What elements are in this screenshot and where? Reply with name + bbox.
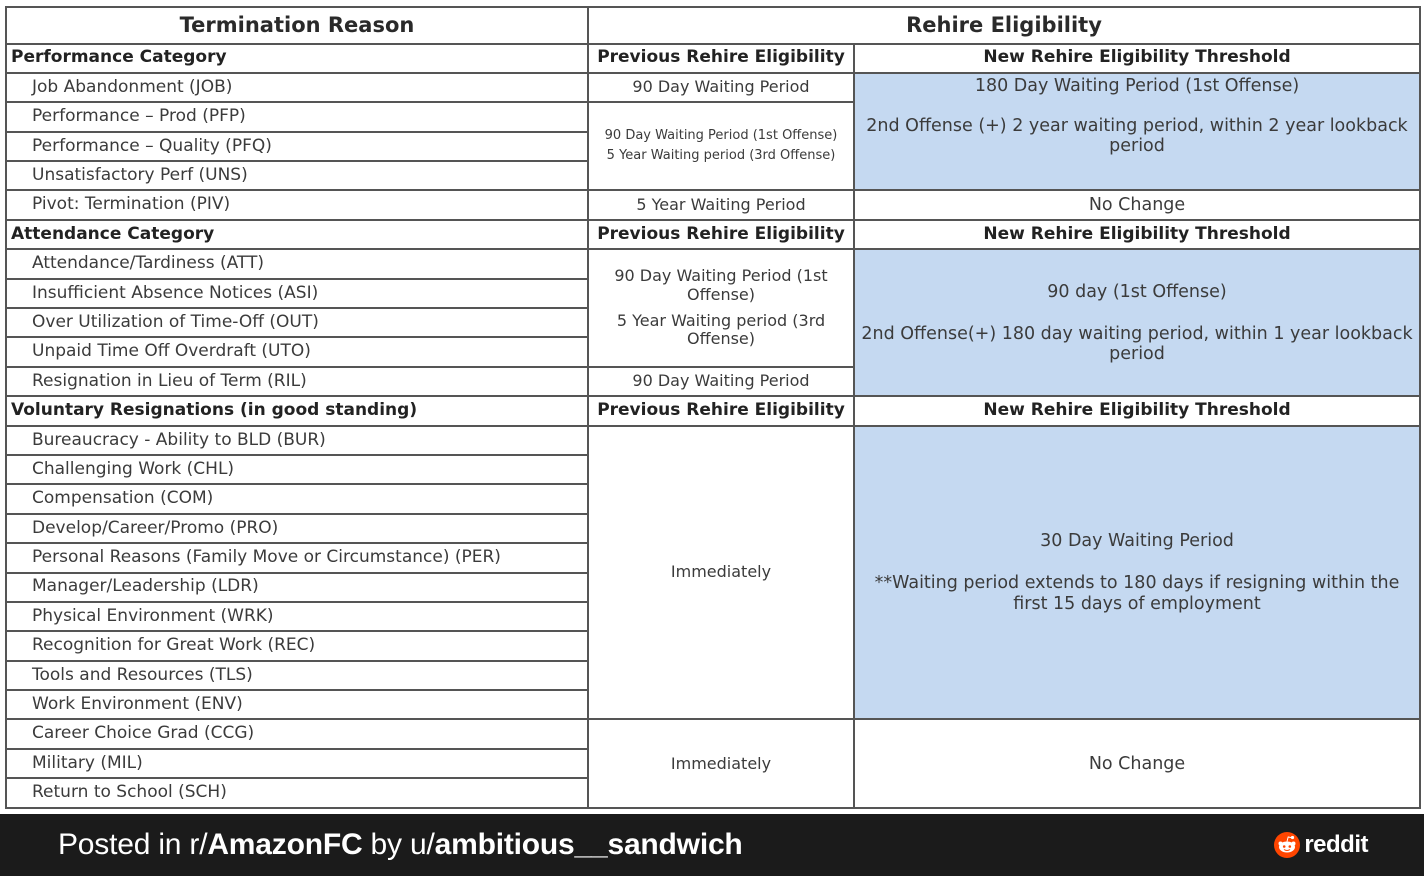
reason-row: Military (MIL) xyxy=(6,749,588,778)
reason-row: Over Utilization of Time-Off (OUT) xyxy=(6,308,588,337)
previous-eligibility-header: Previous Rehire Eligibility xyxy=(588,44,854,73)
posted-in-label: Posted in r/ xyxy=(58,828,208,861)
reddit-alien-icon xyxy=(1274,832,1300,858)
previous-eligibility-cell xyxy=(588,249,854,367)
category-performance: Performance Category xyxy=(6,44,588,73)
new-threshold-cell: No Change xyxy=(854,719,1420,808)
reason-row: Tools and Resources (TLS) xyxy=(6,661,588,690)
reason-row: Compensation (COM) xyxy=(6,484,588,513)
new-threshold-cell xyxy=(854,249,1420,396)
reason-row: Challenging Work (CHL) xyxy=(6,455,588,484)
reason-row: Pivot: Termination (PIV) xyxy=(6,190,588,219)
previous-eligibility-cell: 5 Year Waiting Period xyxy=(588,190,854,219)
posted-in-text xyxy=(58,814,743,876)
new-threshold-line: 30 Day Waiting Period xyxy=(1040,531,1234,552)
reason-row: Attendance/Tardiness (ATT) xyxy=(6,249,588,278)
reason-row: Career Choice Grad (CCG) xyxy=(6,719,588,748)
reason-row: Performance – Quality (PFQ) xyxy=(6,132,588,161)
username-link[interactable]: ambitious__sandwich xyxy=(434,828,743,861)
reason-row: Insufficient Absence Notices (ASI) xyxy=(6,279,588,308)
previous-eligibility-header: Previous Rehire Eligibility xyxy=(588,396,854,425)
reason-row: Job Abandonment (JOB) xyxy=(6,73,588,102)
reason-row: Unsatisfactory Perf (UNS) xyxy=(6,161,588,190)
rehire-eligibility-table xyxy=(5,6,1421,809)
previous-eligibility-cell: 90 Day Waiting Period xyxy=(588,367,854,396)
by-label: by u/ xyxy=(362,828,435,861)
header-termination-reason: Termination Reason xyxy=(6,7,588,44)
reddit-wordmark: reddit xyxy=(1304,831,1368,858)
new-threshold-header: New Rehire Eligibility Threshold xyxy=(854,396,1420,425)
reason-row: Unpaid Time Off Overdraft (UTO) xyxy=(6,337,588,366)
previous-eligibility-line: 5 Year Waiting period (3rd Offense) xyxy=(616,311,826,349)
reason-row: Manager/Leadership (LDR) xyxy=(6,573,588,602)
previous-eligibility-cell: Immediately xyxy=(588,426,854,720)
new-threshold-line: 2nd Offense(+) 180 day waiting period, within 1 year lookback period xyxy=(861,323,1413,364)
previous-eligibility-line: 90 Day Waiting Period (1st Offense) xyxy=(614,266,828,304)
reason-row: Resignation in Lieu of Term (RIL) xyxy=(6,367,588,396)
reason-row: Work Environment (ENV) xyxy=(6,690,588,719)
new-threshold-cell xyxy=(854,73,1420,191)
reddit-logo[interactable] xyxy=(1274,831,1368,859)
new-threshold-header: New Rehire Eligibility Threshold xyxy=(854,220,1420,249)
previous-eligibility-line: 5 Year Waiting period (3rd Offense) xyxy=(606,148,836,164)
previous-eligibility-cell xyxy=(588,102,854,190)
previous-eligibility-cell: Immediately xyxy=(588,719,854,808)
reason-row: Recognition for Great Work (REC) xyxy=(6,631,588,660)
reddit-footer-bar xyxy=(0,814,1424,876)
new-threshold-header: New Rehire Eligibility Threshold xyxy=(854,44,1420,73)
previous-eligibility-header: Previous Rehire Eligibility xyxy=(588,220,854,249)
new-threshold-cell xyxy=(854,426,1420,720)
reason-row: Personal Reasons (Family Move or Circumstance) (PER) xyxy=(6,543,588,572)
new-threshold-line: 90 day (1st Offense) xyxy=(1047,281,1227,302)
reason-row: Physical Environment (WRK) xyxy=(6,602,588,631)
reason-row: Bureaucracy - Ability to BLD (BUR) xyxy=(6,426,588,455)
new-threshold-line: 180 Day Waiting Period (1st Offense) xyxy=(974,75,1300,96)
header-rehire-eligibility: Rehire Eligibility xyxy=(588,7,1420,44)
new-threshold-line: **Waiting period extends to 180 days if resigning within the first 15 days of employment xyxy=(874,573,1400,614)
previous-eligibility-cell: 90 Day Waiting Period xyxy=(588,73,854,102)
reason-row: Return to School (SCH) xyxy=(6,778,588,808)
category-voluntary-resignations: Voluntary Resignations (in good standing) xyxy=(6,396,588,425)
previous-eligibility-line: 90 Day Waiting Period (1st Offense) xyxy=(604,128,838,144)
new-threshold-cell: No Change xyxy=(854,190,1420,219)
subreddit-link[interactable]: AmazonFC xyxy=(207,828,363,861)
reason-row: Develop/Career/Promo (PRO) xyxy=(6,514,588,543)
category-attendance: Attendance Category xyxy=(6,220,588,249)
reason-row: Performance – Prod (PFP) xyxy=(6,102,588,131)
new-threshold-line: 2nd Offense (+) 2 year waiting period, within 2 year lookback period xyxy=(866,116,1408,157)
